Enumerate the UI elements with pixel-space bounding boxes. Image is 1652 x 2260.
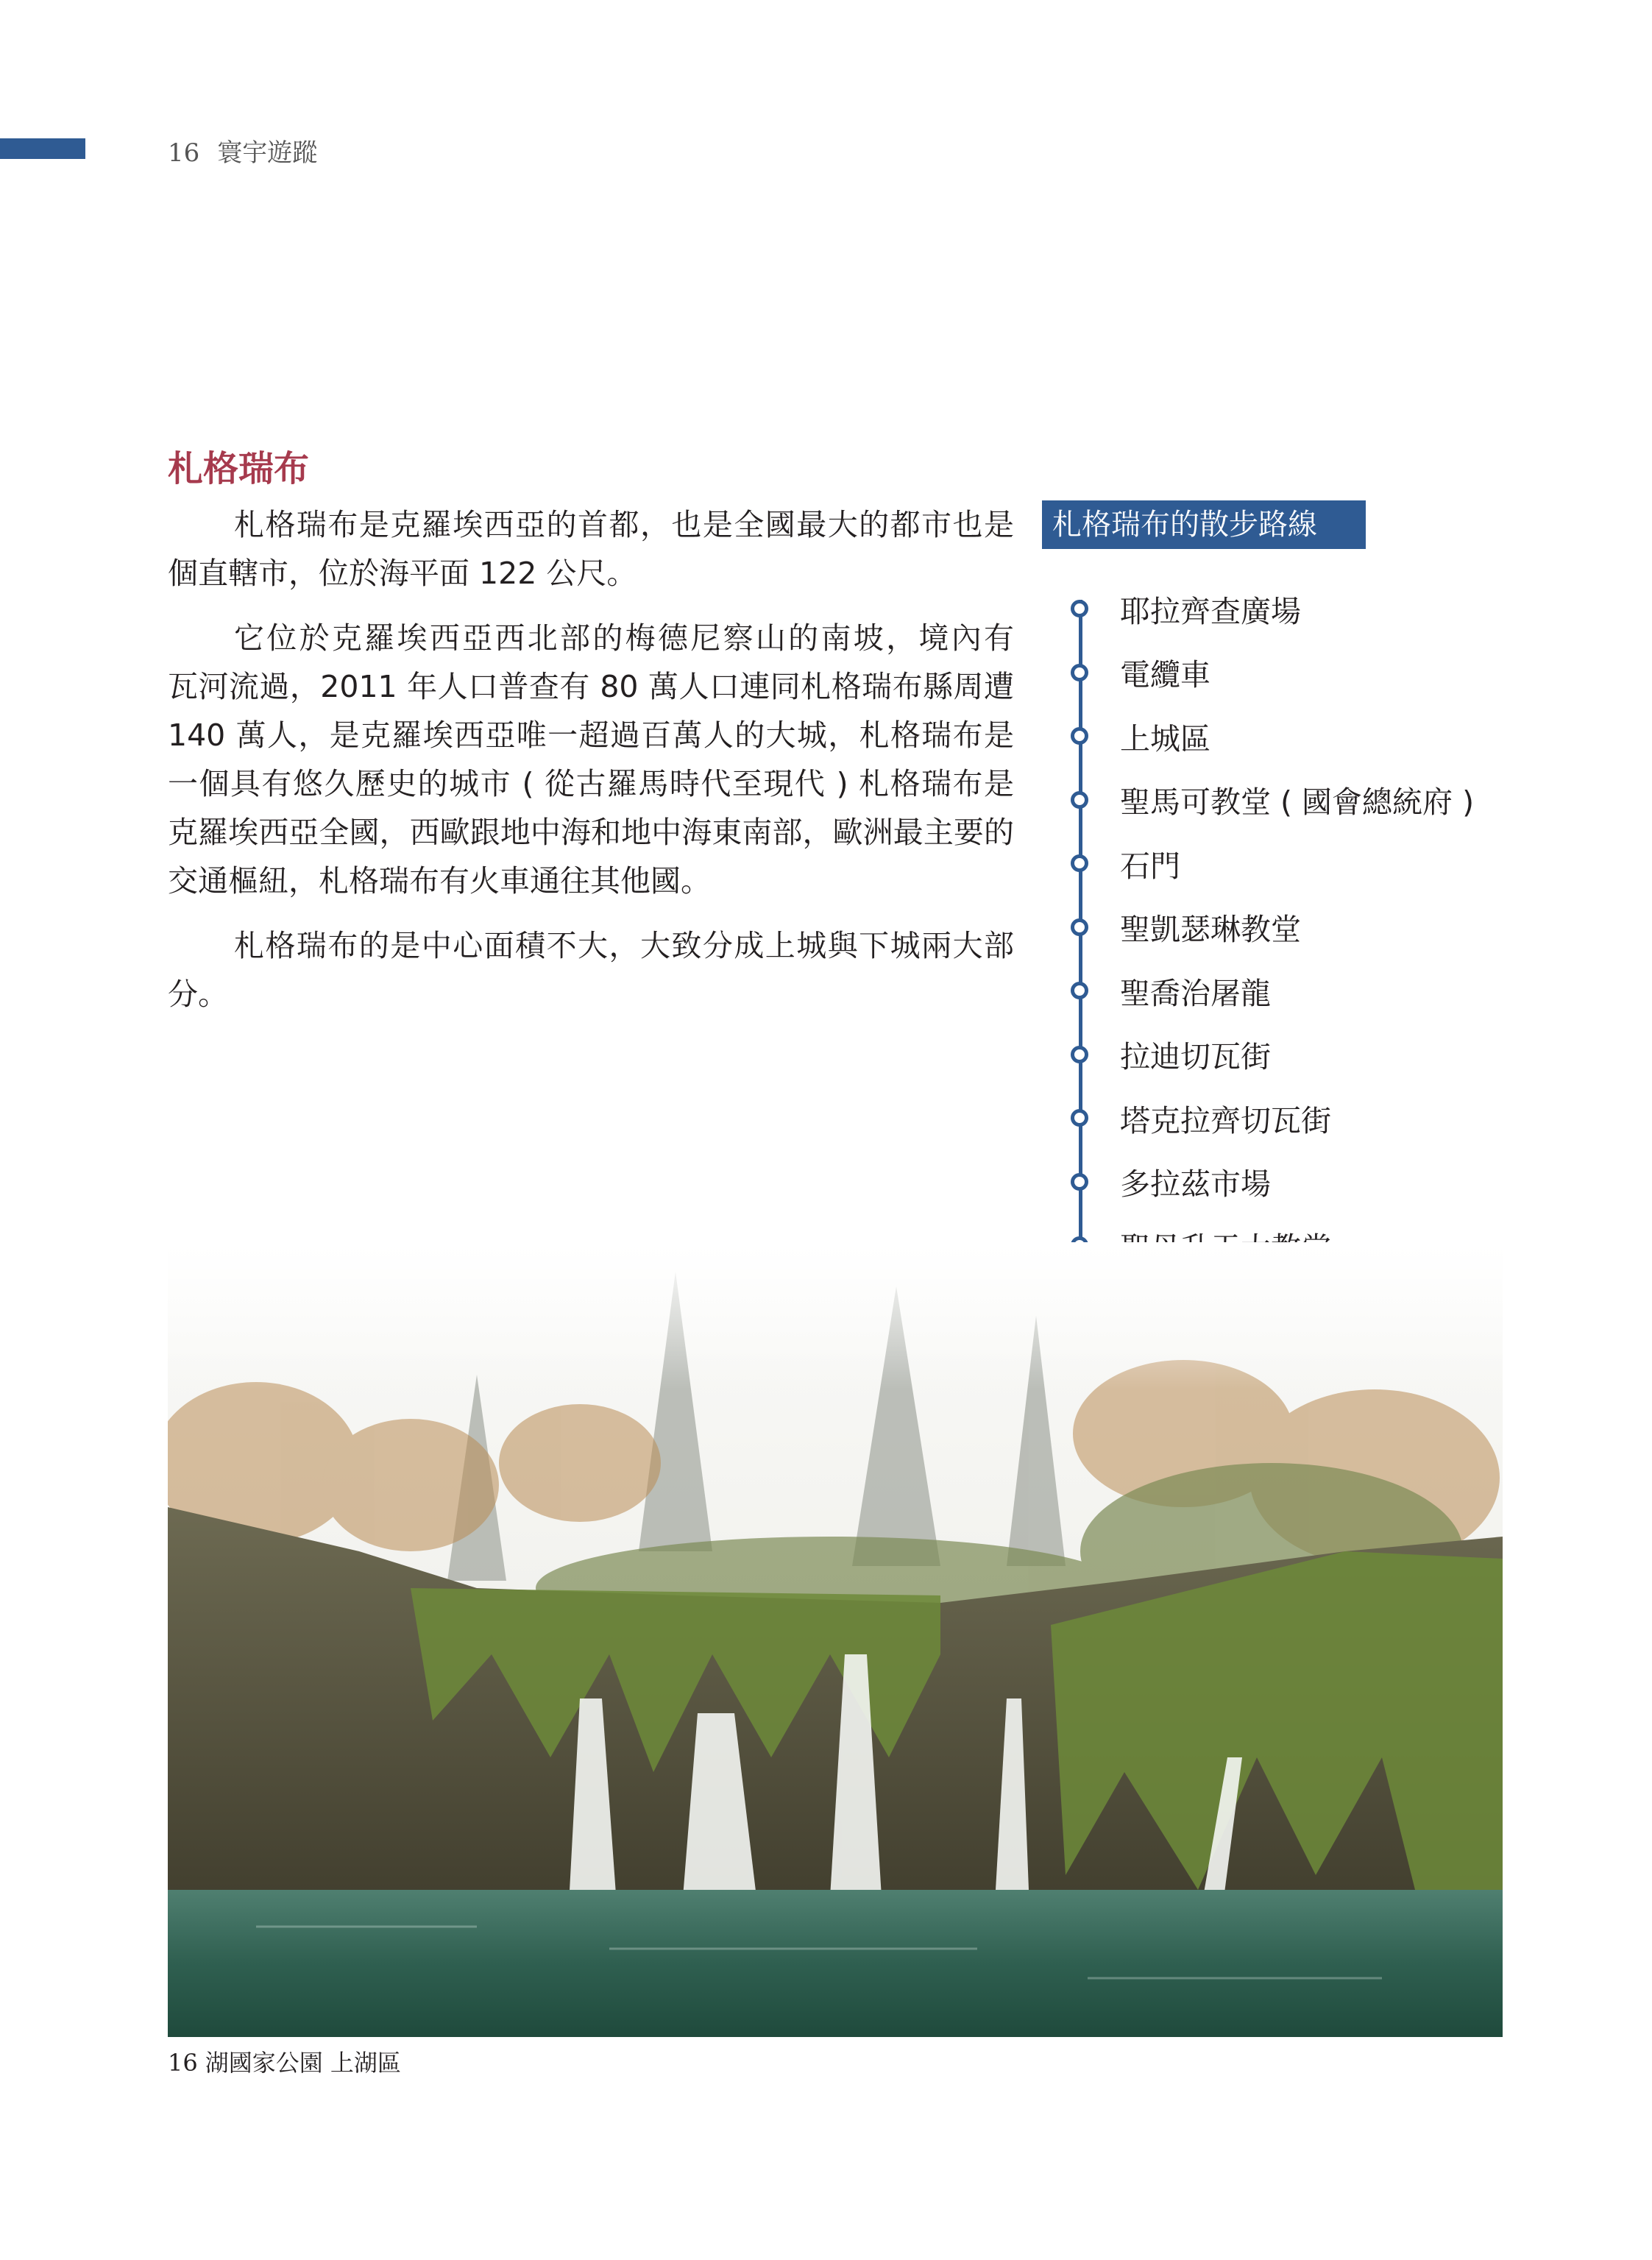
route-stop [1067,832,1474,896]
page-number: 16 [168,138,200,168]
stop-marker-icon [1071,918,1088,936]
stop-marker-icon [1071,854,1088,872]
route-stop-label: 聖馬可教堂 ( 國會總統府 ) [1120,784,1475,821]
route-stop [1067,896,1474,960]
stop-marker-icon [1071,1173,1088,1191]
waterfall-photo [168,1242,1503,2037]
route-stop-label: 聖凱瑟琳教堂 [1120,912,1301,948]
caption-text: 湖國家公園 上湖區 [205,2049,401,2077]
route-stop-label: 聖喬治屠龍 [1120,975,1271,1011]
route-stop-label: 上城區 [1120,720,1210,757]
route-stop [1067,577,1474,641]
book-title: 寰宇遊蹤 [217,138,318,168]
paragraph-3: 札格瑞布的是中心面積不大，大致分成上城與下城兩大部分。 [168,928,1014,1012]
stop-marker-icon [1071,1046,1088,1063]
stop-marker-icon [1071,600,1088,617]
header-accent-bar [0,138,85,159]
running-header [168,132,317,169]
route-stop [1067,1023,1474,1087]
route-stop [1067,959,1474,1023]
route-stop [1067,641,1474,705]
stop-marker-icon [1071,727,1088,745]
paragraph-2: 它位於克羅埃西亞西北部的梅德尼察山的南坡，境內有 瓦河流過，2011 年人口普查有 80 萬人口連同札格瑞布縣周遭 140 萬人，是克羅埃西亞唯一超過百萬人的大城，札格瑞布是一個具有悠久歷史的城市 ( 從古羅馬時代至現代 ) 札格瑞布是克羅埃西亞全國，西歐跟地中海和地中海東南部，歐洲最主要的交通樞紐，札格瑞布有火車通往其他國。 [168,620,1044,899]
route-list [1067,577,1474,1278]
route-stop-label: 塔克拉齊切瓦街 [1120,1102,1331,1138]
route-stop-label: 耶拉齊查廣場 [1120,593,1301,629]
caption-number: 16 [168,2049,198,2077]
route-stop [1067,704,1474,768]
photo-caption [168,2044,401,2078]
route-stop-label: 電纜車 [1120,657,1210,693]
route-stop-label: 拉迪切瓦街 [1120,1039,1271,1075]
section-title: 札格瑞布 [168,448,310,489]
route-stop [1067,1086,1474,1150]
route-title-box [1042,500,1366,549]
paragraph-1: 札格瑞布是克羅埃西亞的首都，也是全國最大的都市也是個直轄市，位於海平面 122 公尺。 [168,507,1014,591]
stop-marker-icon [1071,1109,1088,1127]
route-title: 札格瑞布的散步路線 [1052,508,1317,542]
stop-marker-icon [1071,664,1088,681]
route-stop-label: 多拉茲市場 [1120,1166,1271,1202]
body-text [168,500,1044,1035]
route-stop [1067,1150,1474,1214]
route-stop [1067,768,1474,832]
route-stop-label: 石門 [1120,848,1180,884]
stop-marker-icon [1071,791,1088,809]
stop-marker-icon [1071,982,1088,999]
